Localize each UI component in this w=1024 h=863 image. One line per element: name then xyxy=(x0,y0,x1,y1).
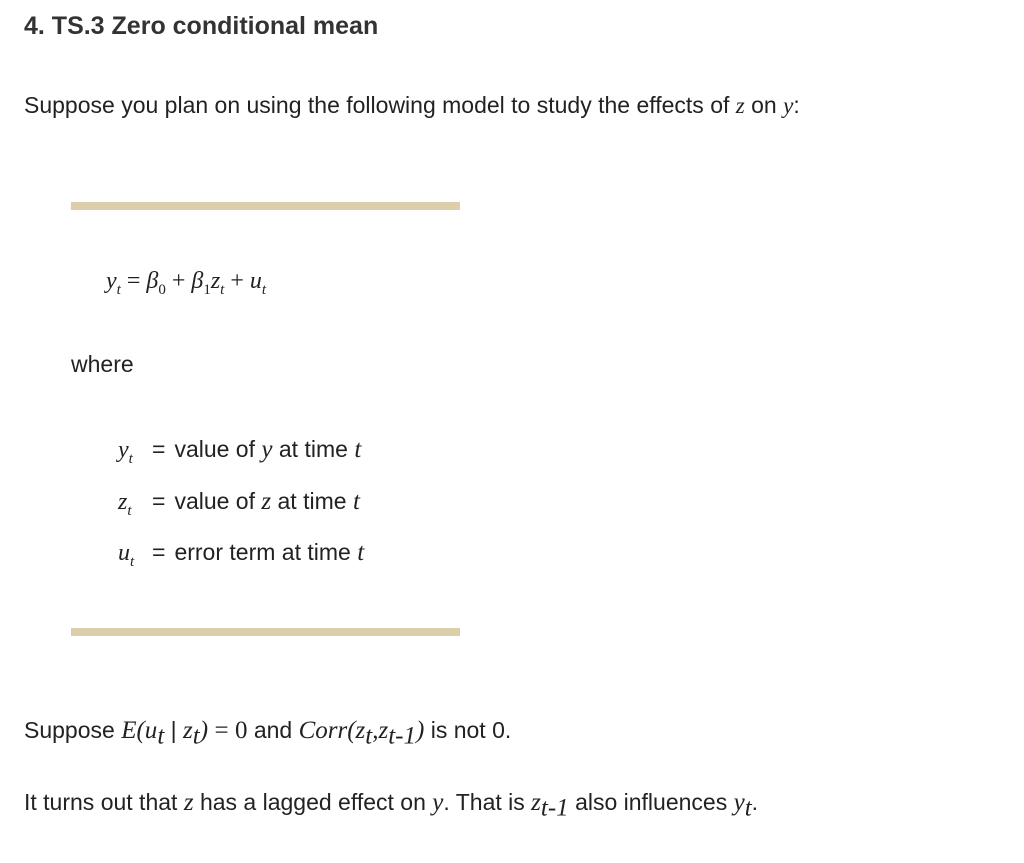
definition-u: $u_t$ = error term at time t xyxy=(118,539,365,570)
model-equation: $y_t = \beta_0 + \beta_1z_t + u_t$ xyxy=(106,268,267,298)
question-title: 4. TS.3 Zero conditional mean xyxy=(24,12,379,40)
intro-text: Suppose you plan on using the following model to study the effects of z on y: xyxy=(24,92,800,118)
definition-z: $z_t$ = value of z at time t xyxy=(118,488,360,519)
bottom-divider xyxy=(71,628,460,636)
assumption-text: Suppose $E(u_t$ | $z_t) = 0$ and $Corr(z_t,z_{t-1})$ is not 0. xyxy=(24,717,512,750)
top-divider xyxy=(71,202,460,210)
where-label: where xyxy=(71,351,134,377)
lag-effect-text: It turns out that z has a lagged effect on y. That is $z_{t-1}$ also influences $y_t$. xyxy=(24,789,759,822)
definition-y: $y_t$ = value of y at time t xyxy=(118,436,362,467)
